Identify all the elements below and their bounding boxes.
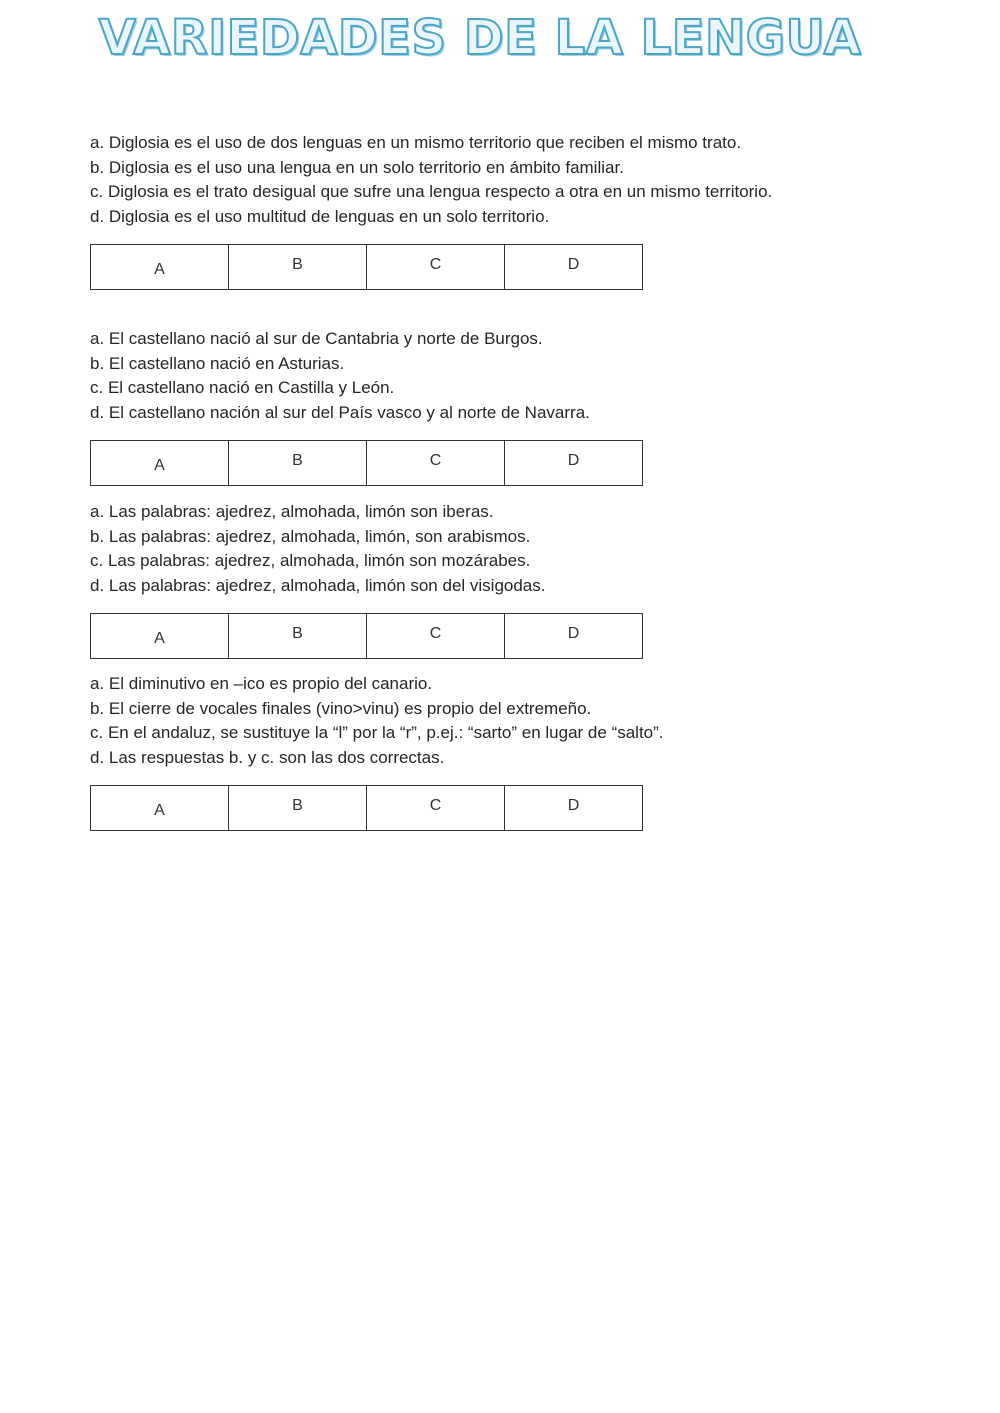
- option-b: b. Las palabras: ajedrez, almohada, limón, son arabismos.: [90, 526, 531, 546]
- answer-cell-b[interactable]: B: [229, 245, 367, 290]
- option-c: c. Diglosia es el trato desigual que sufre una lengua respecto a otra en un mismo territorio.: [90, 182, 773, 201]
- answer-table: [90, 613, 643, 659]
- question-1: [90, 131, 950, 290]
- page-title: VARIEDADES DE LA LENGUA: [98, 10, 862, 66]
- answer-cell-a[interactable]: A: [91, 245, 229, 290]
- option-d: d. Las respuestas b. y c. son las dos correctas.: [90, 747, 445, 767]
- option-d: d. Diglosia es el uso multitud de lenguas en un solo territorio.: [90, 206, 550, 226]
- answer-cell-b[interactable]: B: [229, 441, 367, 486]
- option-d: d. El castellano nación al sur del País vasco y al norte de Navarra.: [90, 402, 590, 422]
- option-c: c. El castellano nació en Castilla y León.: [90, 378, 395, 397]
- option-d: d. Las palabras: ajedrez, almohada, limón son del visigodas.: [90, 575, 546, 595]
- answer-cell-c[interactable]: C: [367, 614, 505, 659]
- answer-cell-d[interactable]: D: [505, 245, 643, 290]
- question-2: [90, 327, 950, 486]
- option-a: a. El castellano nació al sur de Cantabria y norte de Burgos.: [90, 329, 543, 348]
- answer-cell-c[interactable]: C: [367, 786, 505, 831]
- answer-cell-b[interactable]: B: [229, 614, 367, 659]
- question-3: [90, 500, 950, 659]
- option-a: a. Diglosia es el uso de dos lenguas en un mismo territorio que reciben el mismo trato.: [90, 133, 742, 152]
- answer-table: [90, 785, 643, 831]
- option-b: b. Diglosia es el uso una lengua en un solo territorio en ámbito familiar.: [90, 157, 624, 177]
- answer-cell-c[interactable]: C: [367, 441, 505, 486]
- answer-cell-b[interactable]: B: [229, 786, 367, 831]
- answer-cell-c[interactable]: C: [367, 245, 505, 290]
- question-4: [90, 672, 950, 831]
- option-a: a. Las palabras: ajedrez, almohada, limón son iberas.: [90, 502, 494, 521]
- answer-cell-a[interactable]: A: [91, 441, 229, 486]
- option-a: a. El diminutivo en –ico es propio del canario.: [90, 674, 433, 693]
- answer-table: [90, 440, 643, 486]
- answer-cell-d[interactable]: D: [505, 614, 643, 659]
- answer-cell-d[interactable]: D: [505, 786, 643, 831]
- answer-cell-d[interactable]: D: [505, 441, 643, 486]
- answer-cell-a[interactable]: A: [91, 786, 229, 831]
- option-c: c. En el andaluz, se sustituye la “l” por la “r”, p.ej.: “sarto” en lugar de “salto”.: [90, 723, 664, 742]
- option-b: b. El castellano nació en Asturias.: [90, 353, 345, 373]
- answer-table: [90, 244, 643, 290]
- option-c: c. Las palabras: ajedrez, almohada, limón son mozárabes.: [90, 551, 531, 570]
- option-b: b. El cierre de vocales finales (vino>vinu) es propio del extremeño.: [90, 698, 592, 718]
- answer-cell-a[interactable]: A: [91, 614, 229, 659]
